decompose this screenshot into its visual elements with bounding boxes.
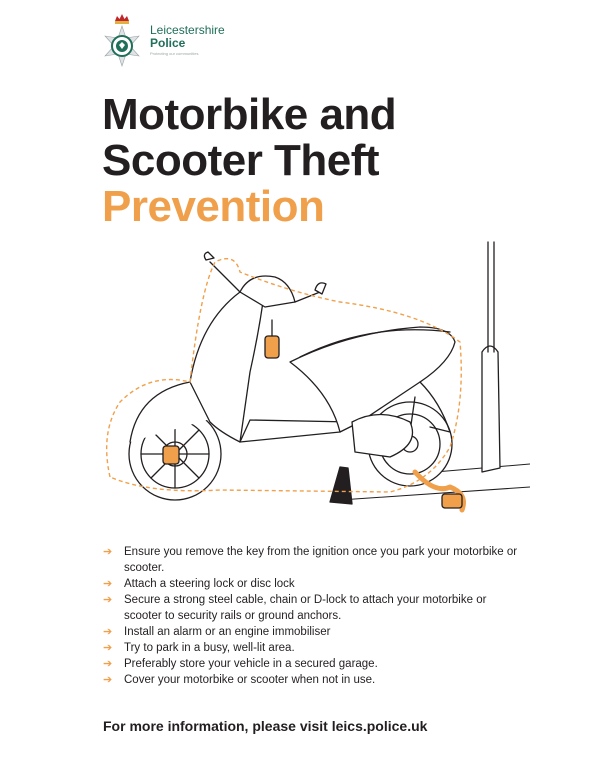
tip-text: Ensure you remove the key from the ignition once you park your motorbike or scooter. (124, 546, 518, 574)
title-line-1: Motorbike and (102, 90, 397, 139)
title-line-2: Scooter Theft (102, 136, 380, 185)
list-item (103, 672, 523, 688)
orange-arrow-icon: ➔ (103, 626, 113, 638)
tip-text: Attach a steering lock or disc lock (124, 578, 295, 590)
title-line-3: Prevention (102, 182, 325, 231)
tips-list (103, 544, 523, 688)
list-item (103, 640, 523, 656)
list-item (103, 544, 523, 576)
list-item (103, 656, 523, 672)
orange-arrow-icon: ➔ (103, 594, 113, 606)
tip-text: Try to park in a busy, well-lit area. (124, 642, 295, 654)
police-logo (100, 12, 225, 68)
logo-county: Leicestershire (150, 23, 225, 38)
list-item (103, 576, 523, 592)
page-title (102, 92, 396, 230)
logo-tagline: Protecting our communities (150, 50, 199, 56)
tip-text: Secure a strong steel cable, chain or D-lock to attach your motorbike or scooter to security rails or ground anchors. (124, 594, 487, 622)
list-item (103, 624, 523, 640)
orange-arrow-icon: ➔ (103, 674, 113, 686)
orange-arrow-icon: ➔ (103, 642, 113, 654)
footer-info: For more information, please visit leics.police.uk (103, 718, 428, 734)
tip-text: Install an alarm or an engine immobiliser (124, 626, 331, 638)
list-item (103, 592, 523, 624)
orange-arrow-icon: ➔ (103, 546, 113, 558)
police-badge-icon (100, 12, 144, 68)
tip-text: Cover your motorbike or scooter when not in use. (124, 674, 376, 686)
orange-arrow-icon: ➔ (103, 658, 113, 670)
tip-text: Preferably store your vehicle in a secured garage. (124, 658, 378, 670)
scooter-illustration (90, 232, 530, 532)
orange-arrow-icon: ➔ (103, 578, 113, 590)
logo-name: Police (150, 35, 186, 50)
